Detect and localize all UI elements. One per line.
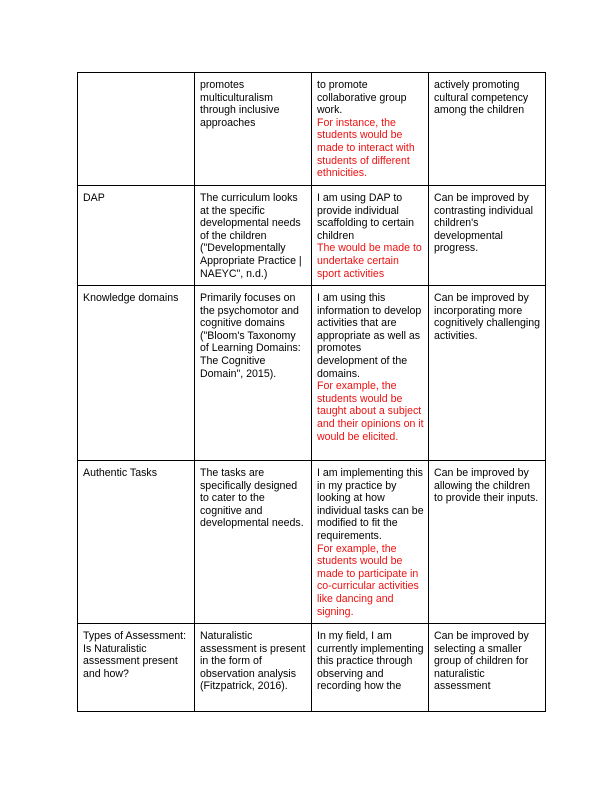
improvement-text: Can be improved by incorporating more cognitively challenging activities. — [434, 292, 541, 342]
practice-example-text: For example, the students would be made to participate in co-curricular activities like dancing and signing. — [317, 542, 419, 618]
description-cell — [195, 286, 312, 461]
description-text: The tasks are specifically designed to cater to the cognitive and developmental needs. — [200, 467, 304, 530]
practice-example-text: The would be made to undertake certain sport activities — [317, 242, 422, 280]
improvement-text: actively promoting cultural competency among the children — [434, 79, 529, 117]
practice-cell — [312, 286, 429, 461]
row-label: Knowledge domains — [83, 292, 179, 304]
improvement-cell — [429, 624, 546, 712]
row-label-cell — [78, 286, 195, 461]
description-cell — [195, 186, 312, 286]
improvement-cell — [429, 461, 546, 624]
row-label: Types of Assessment: Is Naturalistic assessment present and how? — [83, 630, 187, 680]
table-row — [78, 73, 546, 186]
row-label: Authentic Tasks — [83, 467, 158, 479]
table-row — [78, 286, 546, 461]
practice-cell — [312, 73, 429, 186]
practice-text: I am using DAP to provide individual scaffolding to certain children — [317, 192, 414, 242]
improvement-text: Can be improved by selecting a smaller group of children for naturalistic assessment — [434, 630, 529, 693]
practice-example-text: For example, the students would be taught about a subject and their opinions on it would be elicited. — [317, 380, 424, 443]
table-row — [78, 461, 546, 624]
description-cell — [195, 461, 312, 624]
description-text: The curriculum looks at the specific developmental needs of the children ("Developmentally Appropriate Practice | NAEYC", n.d.) — [200, 192, 302, 280]
row-label-cell — [78, 73, 195, 186]
practice-text: I am implementing this in my practice by looking at how individual tasks can be modified to fit the requirements. — [317, 467, 424, 542]
practice-cell — [312, 461, 429, 624]
description-text: Primarily focuses on the psychomotor and cognitive domains ("Bloom's Taxonomy of Learning Domains: The Cognitive Domain", 2015). — [200, 292, 301, 380]
practice-cell — [312, 624, 429, 712]
practice-example-text: For instance, the students would be made to interact with students of different ethnicities. — [317, 116, 415, 180]
assessment-table — [77, 72, 546, 712]
improvement-cell — [429, 73, 546, 186]
row-label-cell — [78, 624, 195, 712]
description-cell — [195, 73, 312, 186]
practice-cell — [312, 186, 429, 286]
description-cell — [195, 624, 312, 712]
row-label: DAP — [83, 192, 105, 204]
improvement-cell — [429, 286, 546, 461]
improvement-text: Can be improved by allowing the children to provide their inputs. — [434, 467, 539, 505]
practice-text: I am using this information to develop activities that are appropriate as well as promotes development of the domains. — [317, 292, 422, 380]
description-text: Naturalistic assessment is present in the form of observation analysis (Fitzpatrick, 2016). — [200, 630, 306, 693]
description-text: promotes multiculturalism through inclusive approaches — [200, 79, 280, 129]
practice-text: to promote collaborative group work. — [317, 79, 407, 117]
improvement-text: Can be improved by contrasting individual children's developmental progress. — [434, 192, 533, 255]
table-row — [78, 186, 546, 286]
table-row — [78, 624, 546, 712]
improvement-cell — [429, 186, 546, 286]
row-label-cell — [78, 186, 195, 286]
practice-text: In my field, I am currently implementing this practice through observing and recording how the — [317, 630, 424, 693]
row-label-cell — [78, 461, 195, 624]
